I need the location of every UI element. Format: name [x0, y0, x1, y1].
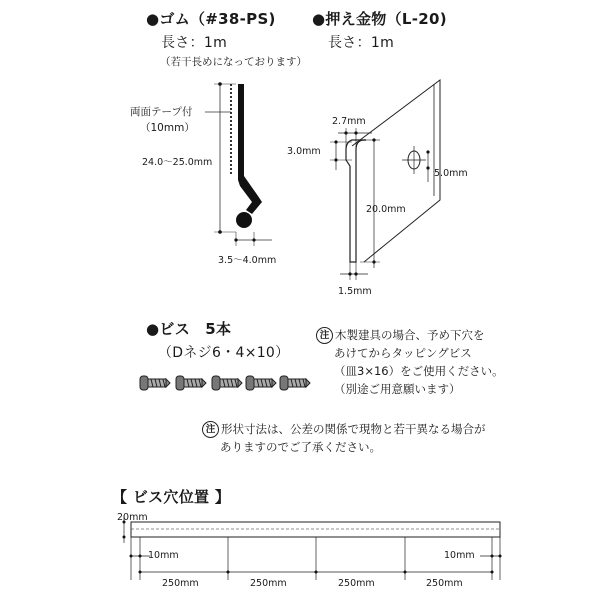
- rubber-title: ●ゴム（#38-PS): [146, 10, 276, 28]
- screw-icon: [140, 376, 170, 390]
- note-tolerance: 注 形状寸法は、公差の関係で現物と若干異なる場合が ありますのでご了承ください。: [202, 420, 486, 456]
- note-woodwork: 注 木製建具の場合、予め下穴を あけてからタッピングビス （皿3×16）をご使用ください。 （別途ご用意願います）: [316, 326, 504, 398]
- bracket-length: 長さ：1m: [328, 35, 395, 51]
- spacing-dim: 250mm: [250, 578, 287, 589]
- right-margin-dim: 10mm: [444, 550, 475, 561]
- spacing-dim: 250mm: [426, 578, 463, 589]
- bracket-dim-thickness: 1.5mm: [338, 286, 372, 297]
- screw-icon: [176, 376, 206, 390]
- screws-spec: （Dネジ6・4×10）: [158, 345, 290, 361]
- left-margin-dim: 10mm: [148, 550, 179, 561]
- screw-icon: [280, 376, 310, 390]
- screws-title: ●ビス 5本: [146, 320, 232, 338]
- screw-icon: [212, 376, 242, 390]
- hole-positions-title: 【 ビス穴位置 】: [112, 488, 231, 506]
- rubber-base-dim: 3.5～4.0mm: [218, 255, 277, 266]
- note-mark-icon: 注: [202, 421, 219, 438]
- bracket-dim-height: 20.0mm: [366, 204, 406, 215]
- rubber-note: （若干長めになっております）: [160, 56, 307, 68]
- bracket-dim-top: 2.7mm: [332, 116, 366, 127]
- screws-illustration: [140, 376, 310, 390]
- hole-position-drawing: [123, 516, 502, 580]
- rubber-length: 長さ：1m: [161, 35, 228, 51]
- tape-width: （10mm）: [140, 122, 195, 134]
- spacing-dim: 250mm: [162, 578, 199, 589]
- screw-icon: [246, 376, 276, 390]
- tape-label: 両面テープ付: [130, 106, 193, 118]
- note-mark-icon: 注: [316, 327, 333, 344]
- spacing-dim: 250mm: [338, 578, 375, 589]
- rubber-profile-drawing: [205, 82, 272, 246]
- bracket-dim-hole: 5.0mm: [434, 168, 468, 179]
- bracket-drawing: [330, 80, 440, 280]
- strip-height-dim: 20mm: [117, 512, 148, 523]
- bracket-dim-side: 3.0mm: [287, 146, 321, 157]
- rubber-height-dim: 24.0～25.0mm: [142, 157, 213, 168]
- bracket-title: ●押え金物（L-20): [312, 10, 447, 28]
